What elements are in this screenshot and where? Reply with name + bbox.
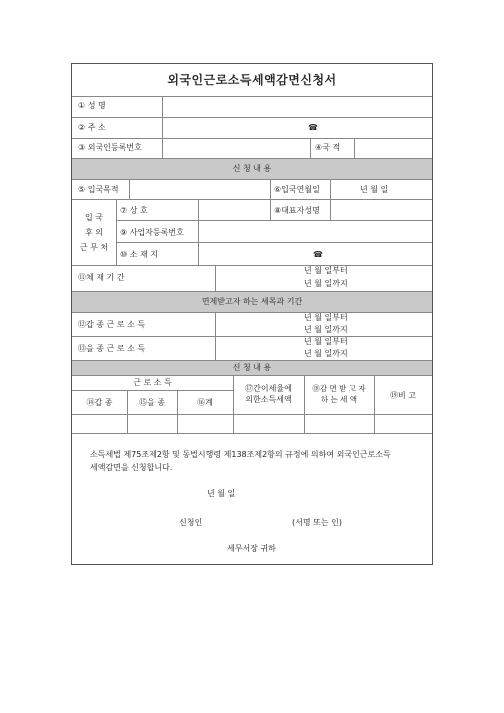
section-application-details: 신 청 내 용 [232,164,272,173]
earned-income-header: 근 로 소 득 [133,378,172,387]
applicant-name-field[interactable] [212,514,287,530]
class-b-income-from: 년 월 일부터 [304,337,348,346]
workplace-phone-icon: ☎ [313,250,323,259]
class-a-income-label: ⑫갑 종 근 로 소 득 [78,320,146,329]
entry-date-label: ⑥입국연월일 [274,185,320,194]
col-class-a: ⑭갑 종 [86,398,113,407]
stay-period-to: 년 월 일까지 [304,279,348,288]
col-exempt-tax-2: 하 는 세 액 [320,395,358,404]
class-a-amount-field[interactable] [73,415,127,433]
class-b-income-label: ⑬을 종 근 로 소 득 [78,344,146,353]
remarks-field[interactable] [375,415,432,433]
business-number-field[interactable] [199,221,432,242]
entry-purpose-label: ⑤ 입국목적 [78,185,119,194]
address-field[interactable] [163,118,432,138]
declaration-date: 년 월 일 [207,489,236,498]
signature-label: (서명 또는 인) [292,518,342,527]
tax-exemption-form [71,63,433,565]
col-total: ⑯계 [197,398,213,407]
trade-name-label: ⑦ 상 호 [120,206,148,215]
section-exempt-tax-period: 면제받고자 하는 세목과 기간 [201,297,303,306]
withheld-tax-field[interactable] [234,415,304,433]
nationality-label: ④국 적 [315,143,341,152]
addressee: 세무서장 귀하 [227,544,276,553]
declaration-text-2: 세액감면을 신청합니다. [90,463,173,472]
class-b-amount-field[interactable] [128,415,177,433]
stay-period-label: ⑪체 재 기 간 [78,273,125,282]
class-b-income-to: 년 월 일까지 [304,349,348,358]
phone-icon: ☎ [308,123,318,132]
entry-date-value: 년 월 일 [360,185,389,194]
class-a-income-from: 년 월 일부터 [304,313,348,322]
col-exempt-tax-1: ⑱감 면 받 고 자 [312,384,366,393]
representative-name-label: ⑧대표자성명 [274,206,320,215]
col-withheld-tax-1: ⑰간이세율에 [245,384,292,393]
location-label: ⑩ 소 재 지 [120,250,158,259]
registration-number-label: ③ 외국인등록번호 [78,143,142,152]
workplace-side-label-3: 근 무 처 [79,243,109,252]
name-label: ① 성 명 [78,101,106,110]
col-withheld-tax-2: 의한소득세액 [245,395,292,404]
stay-period-from: 년 월 일부터 [304,266,348,275]
workplace-side-label-1: 입 국 [85,213,103,222]
applicant-label: 신청인 [179,518,203,527]
representative-name-field[interactable] [331,200,432,220]
class-a-income-to: 년 월 일까지 [304,325,348,334]
workplace-side-label-2: 후 의 [85,228,103,237]
registration-number-field[interactable] [163,139,309,158]
declaration-text-1: 소득세법 제75조제2항 및 동법시행령 제138조제2항의 규정에 의하여 외국인근로소득 [90,450,391,459]
business-number-label: ⑨ 사업자등록번호 [120,228,184,237]
entry-purpose-field[interactable] [130,180,269,199]
total-amount-field[interactable] [178,415,233,433]
col-class-b: ⑮을 종 [139,398,165,407]
section-application-table: 신 청 내 용 [232,363,272,372]
col-remarks: ⑲비 고 [390,391,416,400]
nationality-field[interactable] [355,139,432,158]
name-field[interactable] [163,97,432,117]
address-label: ② 주 소 [78,123,106,132]
trade-name-field[interactable] [199,200,270,220]
form-title: 외국인근로소득세액감면신청서 [167,73,337,87]
exempt-tax-field[interactable] [305,415,374,433]
